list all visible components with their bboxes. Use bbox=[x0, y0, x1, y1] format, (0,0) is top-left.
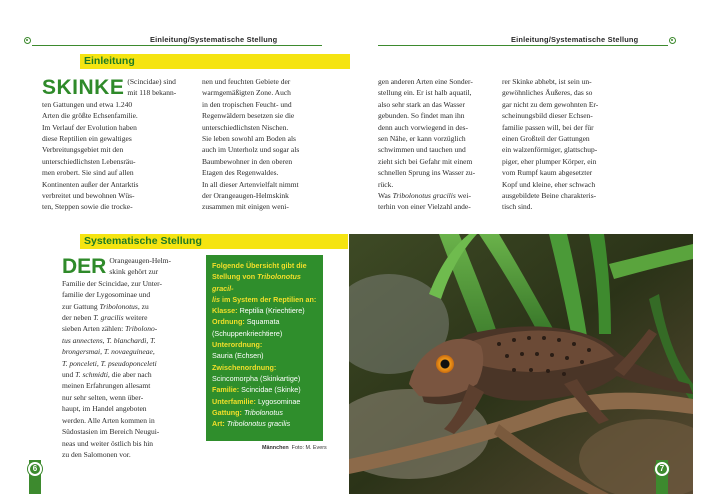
header-ornament-left bbox=[24, 37, 31, 44]
taxonomy-row bbox=[212, 396, 317, 407]
taxonomy-box bbox=[206, 255, 323, 441]
intro-line: verbreitet und bewohnen Wüs- bbox=[42, 191, 135, 201]
intro-col4-text bbox=[502, 76, 620, 213]
header-rule-left bbox=[32, 45, 322, 46]
taxonomy-value: Scincidae (Skinke) bbox=[241, 385, 301, 395]
intro-line: schwimmen und tauchen und bbox=[378, 145, 466, 155]
intro-line: Regenwäldern besetzen sie die bbox=[202, 111, 295, 121]
intro-line: ten Gattungen und etwa 1.240 bbox=[42, 99, 133, 109]
page-marker-left bbox=[29, 462, 41, 494]
intro-line: ein walzenförmiger, glattschup- bbox=[502, 145, 598, 155]
intro-line: unterschiedlichsten Lebensräu- bbox=[42, 156, 136, 166]
taxonomy-label: Gattung: bbox=[212, 407, 244, 417]
intro-line: Im Verlauf der Evolution haben bbox=[42, 122, 137, 132]
intro-line: Sie leben sowohl am Boden als bbox=[202, 134, 296, 144]
intro-line: zusammen mit einigen weni- bbox=[202, 202, 289, 212]
header-rule-right bbox=[378, 45, 668, 46]
intro-line: scheinungsbild dieser Echsen- bbox=[502, 111, 593, 121]
intro-column-3 bbox=[378, 76, 495, 213]
taxonomy-row bbox=[212, 362, 317, 373]
photo-caption bbox=[262, 445, 327, 451]
section-bar-einleitung bbox=[80, 54, 350, 69]
intro-line: zieht sich bei Gefahr mit einem bbox=[378, 156, 473, 166]
taxonomy-value: Reptilia (Kriechtiere) bbox=[239, 306, 305, 316]
caption-credit: Foto: M. Evers bbox=[291, 445, 327, 451]
section-title-einleitung: Einleitung bbox=[84, 55, 135, 67]
taxonomy-row bbox=[212, 350, 317, 361]
eye-icon bbox=[436, 355, 454, 373]
taxonomy-value: Sauria (Echsen) bbox=[212, 351, 264, 361]
intro-line: nen und feuchten Gebiete der bbox=[202, 77, 291, 86]
running-header-right: Einleitung/Systematische Stellung bbox=[511, 35, 639, 44]
intro-line: Arten die größte Echsenfamilie. bbox=[42, 111, 138, 121]
intro-line: schnellen Sprung ins Wasser zu- bbox=[378, 168, 476, 178]
intro-line: rück. bbox=[378, 179, 394, 189]
page-number-right: 7 bbox=[655, 462, 669, 476]
page-number-left: 6 bbox=[28, 462, 42, 476]
taxonomy-value: Tribolonotus gracilis bbox=[226, 419, 291, 429]
header-ornament-right bbox=[669, 37, 676, 44]
intro-line: Baumbewohner in den oberen bbox=[202, 156, 293, 166]
taxonomy-row bbox=[212, 418, 317, 429]
intro-line: In all dieser Artenvielfalt nimmt bbox=[202, 179, 299, 189]
intro-line: Kontinenten außer der Antarktis bbox=[42, 179, 139, 189]
section-bar-systematik bbox=[80, 234, 348, 249]
species-name: Tribolonotus gracilis bbox=[392, 191, 456, 201]
intro-line: gar nicht zu dem gewohnten Er- bbox=[502, 99, 599, 109]
intro-line: tisch sind. bbox=[502, 202, 533, 212]
taxonomy-row bbox=[212, 384, 317, 395]
taxonomy-value: Lygosominae bbox=[257, 396, 301, 406]
intro-column-1 bbox=[42, 76, 196, 213]
taxonomy-label: Unterfamilie: bbox=[212, 396, 258, 406]
taxonomy-row bbox=[212, 328, 317, 339]
caption-title: Männchen bbox=[262, 445, 289, 451]
taxonomy-row bbox=[212, 373, 317, 384]
page-marker-right bbox=[656, 462, 668, 494]
intro-col3-end: Was Tribolonotus gracilis wei- bbox=[378, 191, 471, 201]
intro-line: in den tropischen Feucht- und bbox=[202, 99, 292, 109]
intro-column-2 bbox=[202, 76, 322, 213]
taxonomy-label: Familie: bbox=[212, 385, 242, 395]
intro-line: gewöhnliches Äußeres, das so bbox=[502, 88, 593, 98]
section-title-systematik: Systematische Stellung bbox=[84, 235, 202, 247]
intro-col2-text bbox=[202, 76, 322, 213]
skink-illustration bbox=[349, 234, 693, 494]
taxonomy-label: Klasse: bbox=[212, 306, 240, 316]
skink-photo bbox=[349, 234, 693, 494]
intro-line: warmgemäßigten Zone. Auch bbox=[202, 88, 291, 98]
intro-line: gen anderen Arten eine Sonder- bbox=[378, 77, 473, 86]
taxonomy-label: Art: bbox=[212, 419, 227, 429]
dropcap-der: DER bbox=[62, 255, 107, 278]
intro-line: auch im Unterholz und sogar als bbox=[202, 145, 300, 155]
intro-line: unterschiedlichsten Nischen. bbox=[202, 122, 289, 132]
intro-col3-last: terhin von einer Vielzahl ande- bbox=[378, 202, 471, 212]
intro-line: gebunden. So findet man ihn bbox=[378, 111, 465, 121]
taxonomy-value: Scincomorpha (Skinkartige) bbox=[212, 373, 301, 383]
intro-col3-text bbox=[378, 76, 495, 190]
intro-line: stellung ein. Er ist halb aquatil, bbox=[378, 88, 472, 98]
intro-line: ausgebildete Beine charakteris- bbox=[502, 191, 597, 201]
intro-line: (Scincidae) sind bbox=[127, 77, 176, 86]
taxonomy-intro-3: lis im System der Reptilien an: bbox=[212, 294, 317, 304]
taxonomy-value: Tribolonotus bbox=[243, 407, 283, 417]
taxonomy-row bbox=[212, 407, 317, 418]
intro-line: sen Nähe, er kann vorzüglich bbox=[378, 134, 466, 144]
taxonomy-row bbox=[212, 316, 317, 327]
intro-line: einen Großteil der Gattungen bbox=[502, 134, 590, 144]
intro-line: men erobert. Sie sind auf allen bbox=[42, 168, 134, 178]
intro-line: rer Skinke abhebt, ist sein un- bbox=[502, 77, 592, 86]
intro-line: familie passen will, bei der für bbox=[502, 122, 594, 132]
taxonomy-label: Ordnung: bbox=[212, 317, 247, 327]
intro-line: der Orangeaugen-Helmskink bbox=[202, 191, 289, 201]
taxonomy-label: Unterordnung: bbox=[212, 340, 263, 350]
intro-line: also sehr stark an das Wasser bbox=[378, 99, 465, 109]
intro-line: piger, eher plumper Körper, ein bbox=[502, 156, 597, 166]
taxonomy-row bbox=[212, 305, 317, 316]
taxonomy-rows bbox=[212, 305, 317, 429]
taxonomy-row bbox=[212, 339, 317, 350]
intro-column-4 bbox=[502, 76, 620, 213]
intro-line: Etagen des Regenwaldes. bbox=[202, 168, 279, 178]
intro-line: Kopf und kleine, eher schwach bbox=[502, 179, 596, 189]
dropcap-skinke: SKINKE bbox=[42, 76, 125, 99]
intro-line: vom Rumpf kaum abgesetzter bbox=[502, 168, 593, 178]
taxonomy-label: Zwischenordnung: bbox=[212, 362, 277, 372]
intro-line: diese Reptilien ein gewaltiges bbox=[42, 134, 132, 144]
system-column: DER Orangeaugen-Helm- skink gehört zur Familie der Scincidae, zur Unter- familie der Lygosominae und zur Gattung Tribolonotus, zu der neben T. gracilis weitere sieben Arten zählen: Tribolono- tus annectens, T. blanchardi, T. brongersmai, T. novaeguineae, T. ponceleti, T. pseudoponceleti und T. schmidti, die aber nach meinen Erfahrungen allesamt nur sehr selten, wenn über- haupt, im Handel angeboten werden. Alle Arten kommen in Südostasien im Bereich Neugui- neas und weiter östlich bis hin zu den Salomonen vor. bbox=[62, 255, 171, 459]
taxonomy-intro-2: Stellung von Tribolonotus gracil- bbox=[212, 272, 301, 293]
intro-line: mit 118 bekann- bbox=[127, 88, 177, 98]
intro-line: Verbreitungsgebiet mit den bbox=[42, 145, 124, 155]
running-header-left: Einleitung/Systematische Stellung bbox=[150, 35, 278, 44]
intro-line: ten, Steppen sowie die trocke- bbox=[42, 202, 133, 212]
intro-line: denn auch vorwiegend in des- bbox=[378, 122, 468, 132]
taxonomy-value: Squamata bbox=[246, 317, 280, 327]
taxonomy-value: (Schuppenkriechtiere) bbox=[212, 328, 283, 338]
taxonomy-intro-1: Folgende Übersicht gibt die bbox=[212, 261, 307, 270]
